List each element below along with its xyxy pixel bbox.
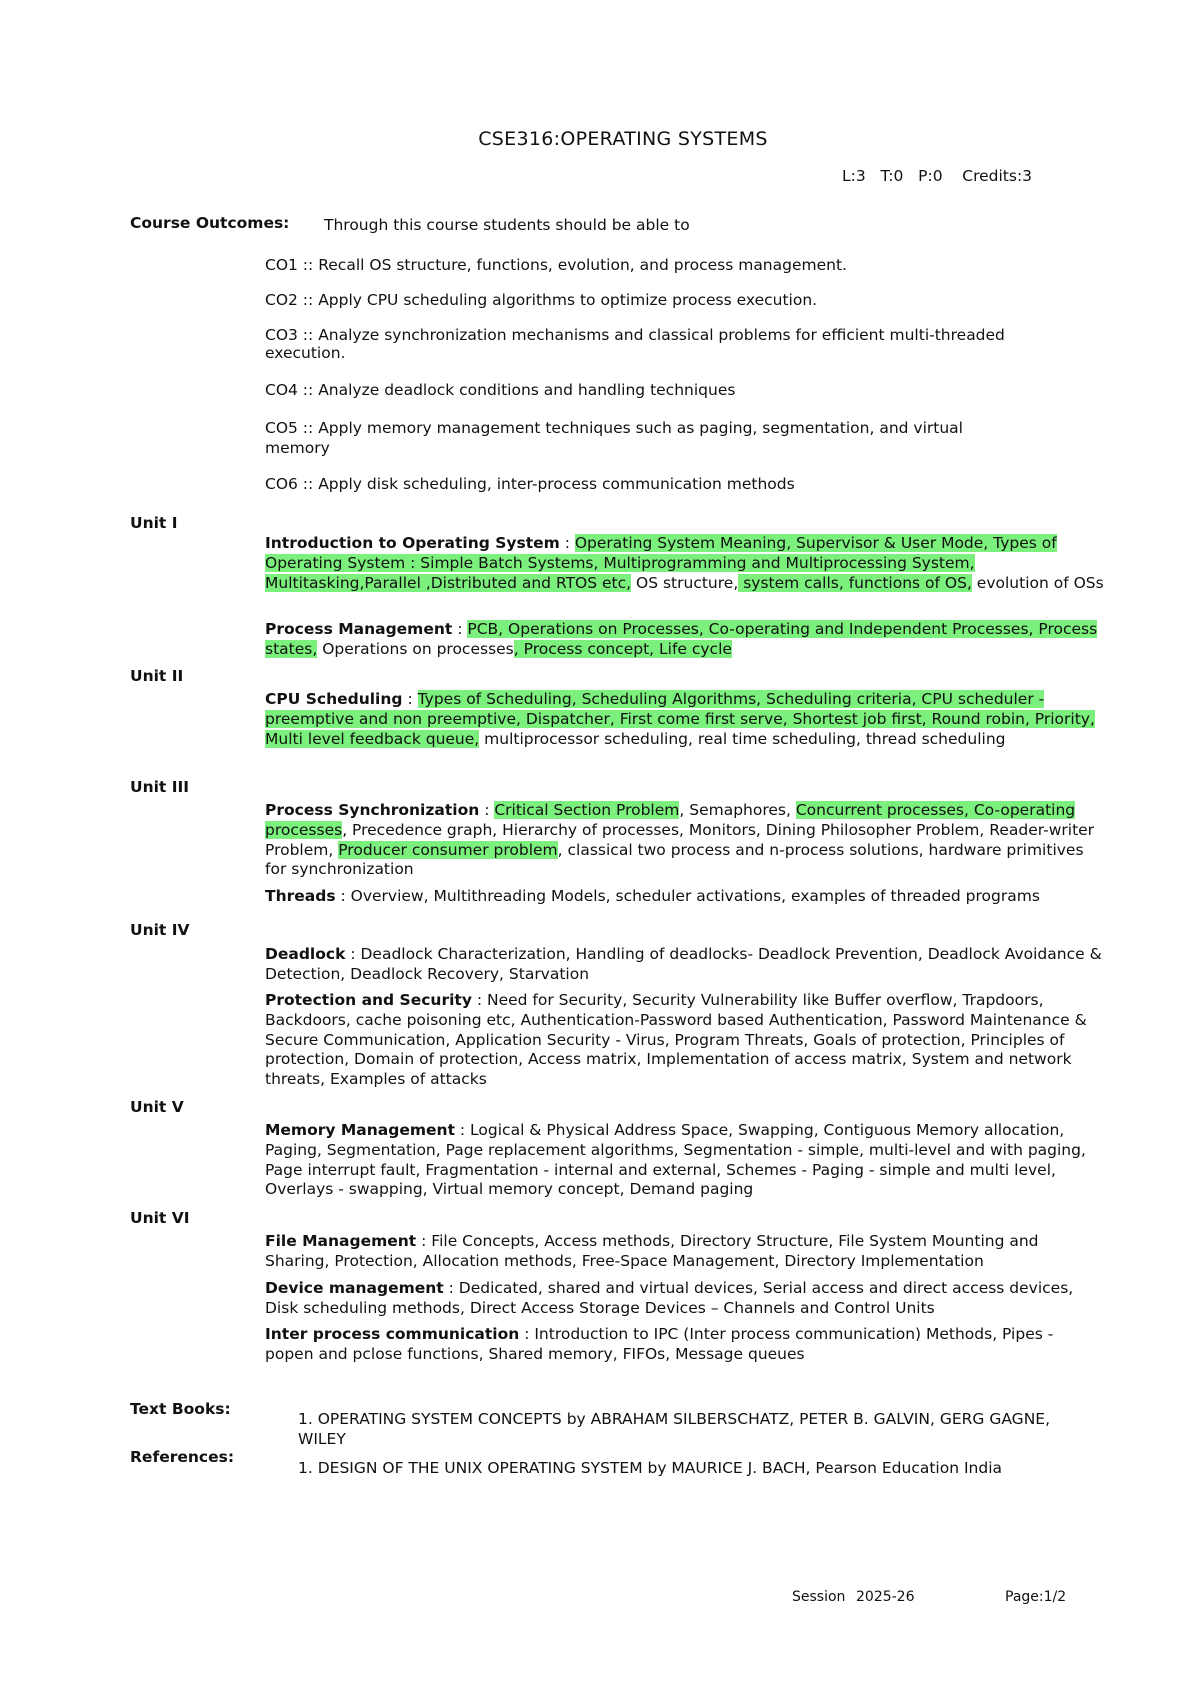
topic-text: , Semaphores, bbox=[679, 801, 796, 819]
topic-threads bbox=[265, 887, 1105, 907]
highlighted-text: Producer consumer problem bbox=[338, 840, 558, 859]
highlighted-text: , Process concept, Life cycle bbox=[513, 639, 732, 658]
co-item-3: CO3 :: Analyze synchronization mechanisms and classical problems for efficient multi-threaded execution. bbox=[265, 326, 1005, 362]
topic-text: : bbox=[452, 620, 468, 638]
unit-label: Unit I bbox=[130, 514, 178, 532]
topic-ipc bbox=[265, 1325, 1105, 1365]
reference-item: 1. DESIGN OF THE UNIX OPERATING SYSTEM by MAURICE J. BACH, Pearson Education India bbox=[298, 1459, 1003, 1477]
topic-text: , classical two process and n-process solutions, hardware primitives for synchronization bbox=[265, 840, 1084, 879]
co-item-1: CO1 :: Recall OS structure, functions, evolution, and process management. bbox=[265, 256, 847, 274]
course-outcomes-label: Course Outcomes: bbox=[130, 214, 290, 232]
highlighted-text: system calls, functions of OS, bbox=[738, 573, 972, 592]
references-label: References: bbox=[130, 1448, 235, 1466]
course-outcomes-list bbox=[265, 255, 1065, 509]
page-title: CSE316:OPERATING SYSTEMS bbox=[478, 128, 768, 150]
topic-memory-management bbox=[265, 1121, 1105, 1200]
topic-heading: File Management bbox=[265, 1232, 417, 1250]
unit-label: Unit III bbox=[130, 778, 190, 796]
topic-text: multiprocessor scheduling, real time scheduling, thread scheduling bbox=[479, 729, 1006, 748]
topic-text: : bbox=[559, 534, 575, 552]
co-item-5: CO5 :: Apply memory management techniques such as paging, segmentation, and virtual memory bbox=[265, 419, 963, 457]
text-books-label: Text Books: bbox=[130, 1400, 231, 1418]
topic-text: : File Concepts, Access methods, Directory Structure, File System Mounting and Sharing, Protection, Allocation methods, Free-Space Management, Directory Implementation bbox=[265, 1232, 1039, 1270]
topic-heading: Introduction to Operating System bbox=[265, 534, 560, 552]
topic-process-management bbox=[265, 620, 1105, 660]
topic-device-management bbox=[265, 1279, 1105, 1319]
topic-text: : bbox=[402, 690, 418, 708]
highlighted-text: Concurrent processes, Co-operating processes bbox=[265, 801, 1076, 839]
topic-text: : Introduction to IPC (Inter process communication) Methods, Pipes - popen and pclose functions, Shared memory, FIFOs, Message queues bbox=[265, 1325, 1054, 1363]
unit-label: Unit VI bbox=[130, 1209, 190, 1227]
topic-text: : Need for Security, Security Vulnerability like Buffer overflow, Trapdoors, Backdoors, cache poisoning etc, Authentication-Password based Authentication, Password Maintenance & Secure Communication, Application Security - Virus, Program Threats, Goals of protection, Principles of protection, Domain of protection, Access matrix, Implementation of access matrix, System and network threats, Examples of attacks bbox=[265, 991, 1087, 1089]
topic-heading: Threads bbox=[265, 887, 336, 905]
topic-heading: Deadlock bbox=[265, 945, 346, 963]
topic-text: : bbox=[479, 801, 495, 819]
topic-text: : Overview, Multithreading Models, scheduler activations, examples of threaded programs bbox=[335, 887, 1040, 905]
topic-heading: CPU Scheduling bbox=[265, 690, 403, 708]
co-item-6: CO6 :: Apply disk scheduling, inter-process communication methods bbox=[265, 475, 795, 493]
topic-heading: Protection and Security bbox=[265, 991, 472, 1009]
session-value: 2025-26 bbox=[856, 1589, 915, 1605]
topic-text: : Deadlock Characterization, Handling of deadlocks- Deadlock Prevention, Deadlock Avoidance & Detection, Deadlock Recovery, Starvation bbox=[265, 945, 1102, 983]
highlighted-text: PCB, Operations on Processes, Co-operating and Independent Processes, Process states, bbox=[265, 620, 1098, 658]
course-outcomes-intro: Through this course students should be able to bbox=[324, 216, 690, 234]
topic-file-management bbox=[265, 1232, 1105, 1272]
topic-heading: Device management bbox=[265, 1279, 444, 1297]
topic-heading: Memory Management bbox=[265, 1121, 455, 1139]
topic-text: OS structure, bbox=[631, 573, 739, 592]
topic-process-sync bbox=[265, 801, 1105, 880]
topic-text: : Dedicated, shared and virtual devices, Serial access and direct access devices, Disk scheduling methods, Direct Access Storage Devices – Channels and Control Units bbox=[265, 1279, 1074, 1317]
co-item-2: CO2 :: Apply CPU scheduling algorithms to optimize process execution. bbox=[265, 291, 818, 309]
topic-deadlock bbox=[265, 945, 1105, 985]
topic-protection-security bbox=[265, 991, 1105, 1090]
topic-text: Operations on processes bbox=[317, 639, 514, 658]
topic-cpu-scheduling bbox=[265, 690, 1105, 749]
highlighted-text: Operating System Meaning, Supervisor & User Mode, Types of Operating System : Simple Batch Systems, Multiprogramming and Multiprocessing System, Multitasking,Parallel ,Distributed and RTOS etc, bbox=[265, 534, 1057, 592]
text-book-item: 1. OPERATING SYSTEM CONCEPTS by ABRAHAM SILBERSCHATZ, PETER B. GALVIN, GERG GAGNE, WILEY bbox=[298, 1410, 1051, 1448]
highlighted-text: Critical Section Problem bbox=[494, 801, 680, 819]
ltpc-credits: L:3 T:0 P:0 Credits:3 bbox=[842, 167, 1033, 185]
topic-intro-os bbox=[265, 534, 1105, 593]
unit-label: Unit V bbox=[130, 1098, 184, 1116]
page-number: Page:1/2 bbox=[1005, 1589, 1067, 1605]
topic-heading: Inter process communication bbox=[265, 1325, 520, 1343]
co-item-4: CO4 :: Analyze deadlock conditions and handling techniques bbox=[265, 381, 736, 399]
highlighted-text: Types of Scheduling, Scheduling Algorithms, Scheduling criteria, CPU scheduler - preemptive and non preemptive, Dispatcher, First come first serve, Shortest job first, Round robin, Priority, Multi level feedback queue, bbox=[265, 690, 1095, 748]
unit-label: Unit II bbox=[130, 667, 184, 685]
session-label: Session bbox=[792, 1589, 846, 1605]
topic-text: evolution of OSs bbox=[971, 573, 1104, 592]
topic-text: : Logical & Physical Address Space, Swapping, Contiguous Memory allocation, Paging, Segmentation, Page replacement algorithms, Segmentation - simple, multi-level and with paging, Page interrupt fault, Fragmentation - internal and external, Schemes - Paging - simple and multi level, Overlays - swapping, Virtual memory concept, Demand paging bbox=[265, 1121, 1086, 1199]
topic-heading: Process Synchronization bbox=[265, 801, 480, 819]
topic-text: , Precedence graph, Hierarchy of processes, Monitors, Dining Philosopher Problem, Reader-writer Problem, bbox=[265, 820, 1095, 859]
topic-heading: Process Management bbox=[265, 620, 453, 638]
unit-label: Unit IV bbox=[130, 921, 190, 939]
